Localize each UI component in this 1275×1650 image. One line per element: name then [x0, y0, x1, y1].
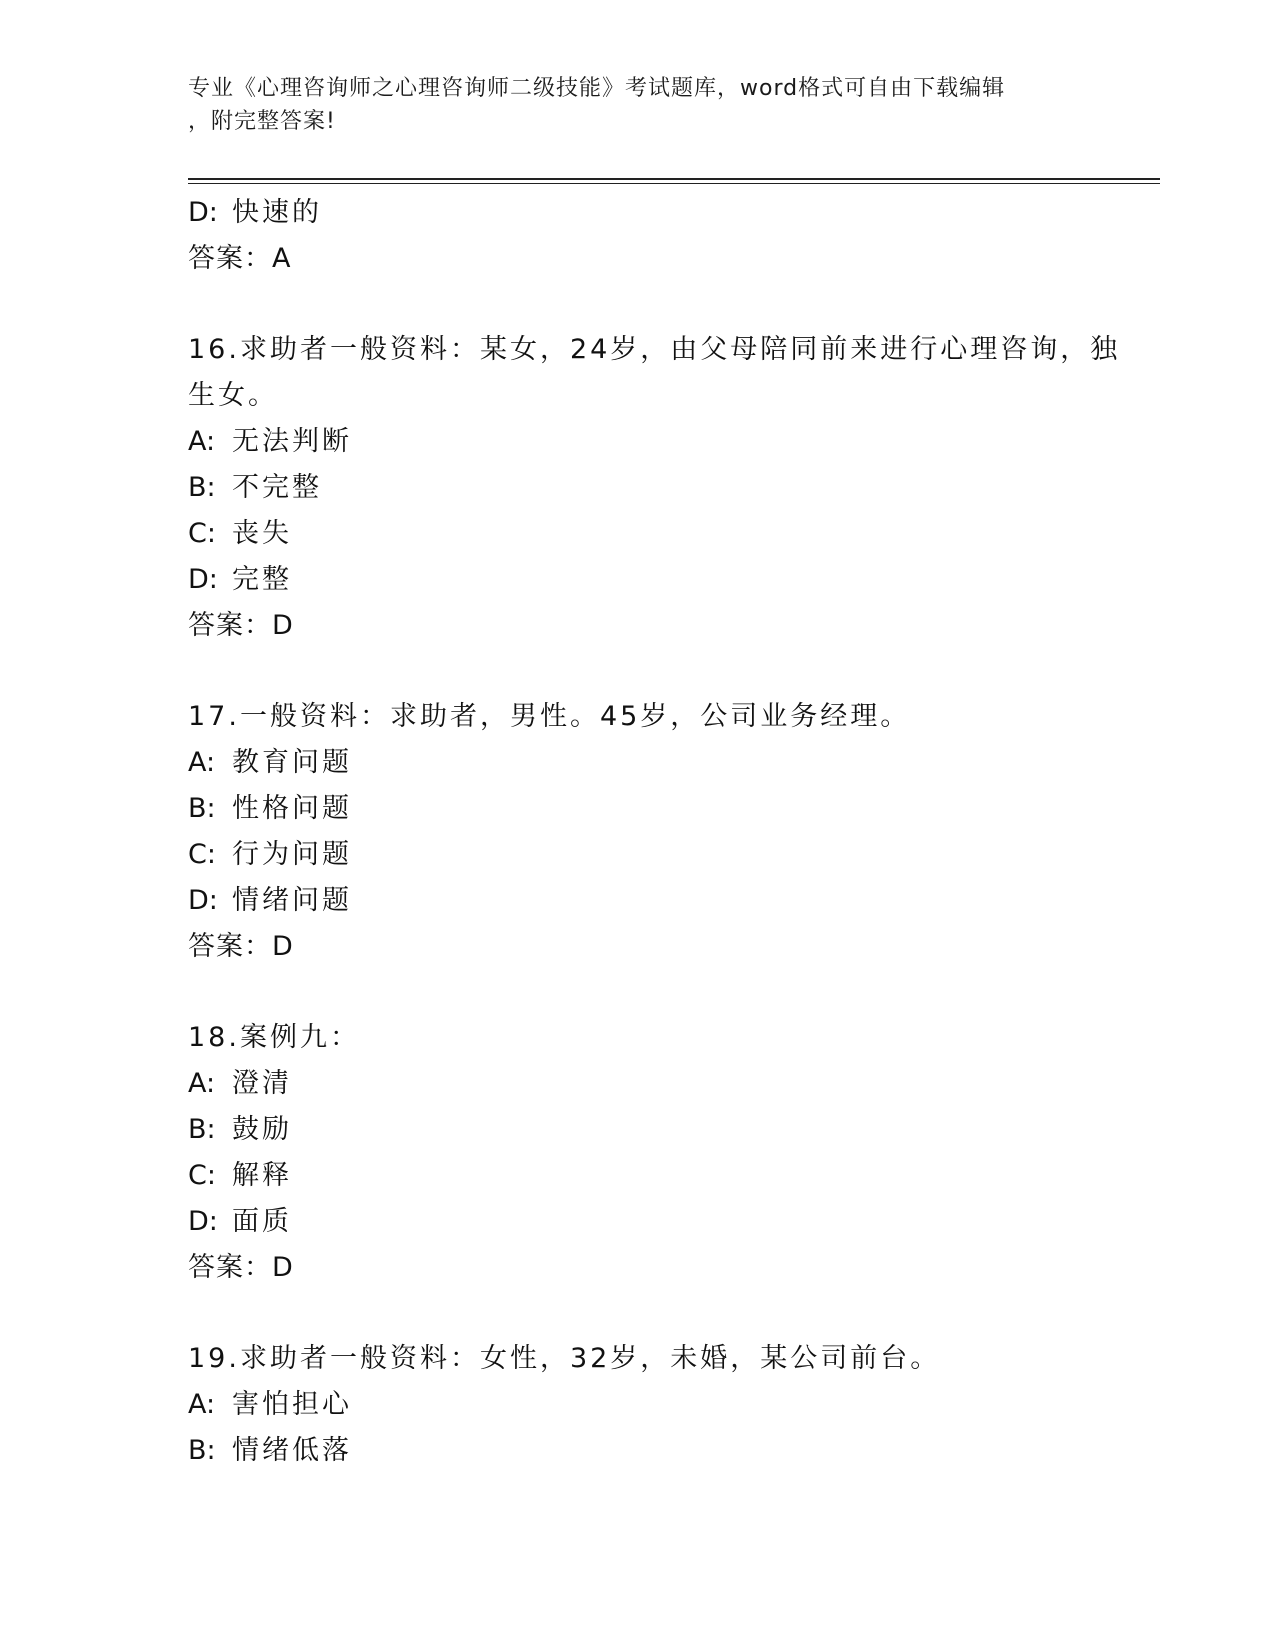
- option-text: 不完整: [232, 472, 322, 503]
- option-text: 解释: [232, 1160, 292, 1191]
- option-a: [188, 1382, 1148, 1428]
- option-b: [188, 1428, 1148, 1474]
- option-text: 澄清: [232, 1068, 292, 1099]
- option-letter: A:: [188, 426, 216, 457]
- option-letter: C:: [188, 1160, 216, 1191]
- option-letter: D:: [188, 197, 218, 228]
- option-letter: D:: [188, 885, 218, 916]
- question-list: [188, 190, 1148, 1474]
- option-text: 教育问题: [232, 747, 352, 778]
- option-letter: A:: [188, 1068, 216, 1099]
- option-a: [188, 419, 1148, 465]
- option-text: 害怕担心: [232, 1389, 352, 1420]
- option-c: [188, 511, 1148, 557]
- option-letter: B:: [188, 472, 216, 503]
- option-d: [188, 878, 1148, 924]
- option-text: 情绪低落: [232, 1435, 352, 1466]
- option-letter: C:: [188, 839, 216, 870]
- answer-line: 答案：A: [188, 243, 292, 274]
- option-letter: D:: [188, 564, 218, 595]
- option-text: 面质: [232, 1206, 292, 1237]
- option-a: [188, 740, 1148, 786]
- option-letter: A:: [188, 1389, 216, 1420]
- question-18-stem: 18.案例九：: [188, 1022, 360, 1053]
- option-c: [188, 1153, 1148, 1199]
- header-divider-thick: [188, 178, 1160, 180]
- question-16-stem-continued: 生女。: [188, 380, 278, 411]
- option-c: [188, 832, 1148, 878]
- header-line-2: ，附完整答案!: [188, 109, 336, 134]
- question-19-stem: 19.求助者一般资料：女性，32岁，未婚，某公司前台。: [188, 1343, 941, 1374]
- option-letter: B:: [188, 793, 216, 824]
- option-a: [188, 1061, 1148, 1107]
- option-d: [188, 190, 1148, 236]
- answer-line: 答案：D: [188, 931, 294, 962]
- option-b: [188, 465, 1148, 511]
- option-letter: A:: [188, 747, 216, 778]
- option-text: 完整: [232, 564, 292, 595]
- option-text: 无法判断: [232, 426, 352, 457]
- option-text: 性格问题: [232, 793, 352, 824]
- option-letter: B:: [188, 1435, 216, 1466]
- page-header: [188, 72, 1088, 138]
- option-b: [188, 1107, 1148, 1153]
- question-17-stem: 17.一般资料：求助者，男性。45岁，公司业务经理。: [188, 701, 911, 732]
- option-d: [188, 557, 1148, 603]
- option-letter: B:: [188, 1114, 216, 1145]
- answer-line: 答案：D: [188, 610, 294, 641]
- answer-line: 答案：D: [188, 1252, 294, 1283]
- option-letter: C:: [188, 518, 216, 549]
- option-text: 情绪问题: [232, 885, 352, 916]
- header-divider-thin: [188, 183, 1160, 184]
- option-d: [188, 1199, 1148, 1245]
- question-16-stem: 16.求助者一般资料：某女，24岁，由父母陪同前来进行心理咨询，独: [188, 334, 1121, 365]
- option-text: 快速的: [232, 197, 322, 228]
- option-text: 行为问题: [232, 839, 352, 870]
- option-b: [188, 786, 1148, 832]
- option-text: 丧失: [232, 518, 292, 549]
- option-text: 鼓励: [232, 1114, 292, 1145]
- option-letter: D:: [188, 1206, 218, 1237]
- header-line-1: 专业《心理咨询师之心理咨询师二级技能》考试题库，word格式可自由下载编辑: [188, 76, 1006, 101]
